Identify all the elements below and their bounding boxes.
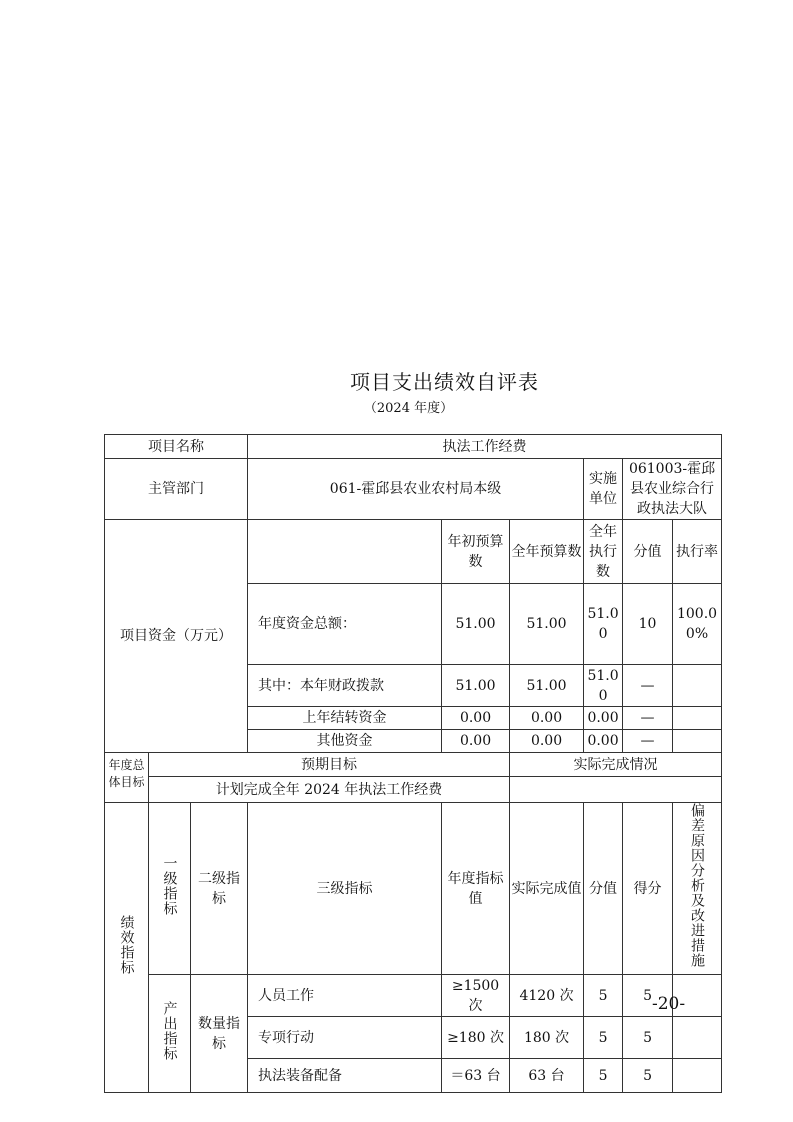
- level1-header-text: 一级指标: [161, 855, 178, 916]
- level1-value: [149, 975, 191, 1093]
- funds-row-exec-rate: 100.00%: [673, 584, 722, 665]
- level1-header: [149, 803, 191, 975]
- funds-row-exec-rate: [673, 730, 722, 753]
- target-header: 年度指标值: [442, 803, 510, 975]
- funds-header-initial: 年初预算数: [442, 520, 510, 584]
- indicator-target: ≥180 次: [442, 1017, 510, 1059]
- funds-row-initial: 51.00: [442, 665, 510, 707]
- funds-row-executed: 51.00: [584, 665, 623, 707]
- funds-row-label: 年度资金总额：: [248, 584, 442, 665]
- indicator-target: ＝63 台: [442, 1059, 510, 1093]
- funds-row-annual: 51.00: [510, 665, 584, 707]
- funds-row-executed: 51.00: [584, 584, 623, 665]
- expected-goal-value: 计划完成全年 2024 年执法工作经费: [149, 777, 510, 803]
- indicator-side-label: [105, 803, 149, 1093]
- indicator-name: 执法装备配备: [248, 1059, 442, 1093]
- level2-value: 数量指标: [191, 975, 248, 1093]
- implementing-unit-value: 061003-霍邱县农业综合行政执法大队: [623, 459, 722, 520]
- level2-header: 二级指标: [191, 803, 248, 975]
- funds-row-score-value: —: [623, 730, 673, 753]
- funds-header-annual: 全年预算数: [510, 520, 584, 584]
- indicator-target: ≥1500 次: [442, 975, 510, 1017]
- funds-row-score-value: —: [623, 665, 673, 707]
- performance-evaluation-table: [104, 434, 722, 1093]
- funds-header-executed: 全年执行数: [584, 520, 623, 584]
- funds-row-label: 其中：本年财政拨款: [248, 665, 442, 707]
- funds-header-exec-rate: 执行率: [673, 520, 722, 584]
- actual-header: 实际完成值: [510, 803, 584, 975]
- indicator-score-value: 5: [584, 1059, 623, 1093]
- funds-row-label: 上年结转资金: [248, 707, 442, 730]
- annual-goal-side-label: 年度总体目标: [105, 753, 149, 803]
- funds-row-exec-rate: [673, 665, 722, 707]
- funds-row-executed: 0.00: [584, 730, 623, 753]
- page-number: -20-: [652, 994, 686, 1014]
- funds-row-initial: 0.00: [442, 707, 510, 730]
- project-name-value: 执法工作经费: [248, 435, 722, 459]
- funds-header-blank: [248, 520, 442, 584]
- funds-row-annual: 51.00: [510, 584, 584, 665]
- funds-row-annual: 0.00: [510, 707, 584, 730]
- level1-value-text: 产出指标: [161, 1000, 178, 1061]
- indicator-score: 5: [623, 975, 673, 1017]
- indicator-score: 5: [623, 1017, 673, 1059]
- funds-row-annual: 0.00: [510, 730, 584, 753]
- indicator-side-label-text: 绩效指标: [118, 914, 135, 975]
- indicator-score-value: 5: [584, 1017, 623, 1059]
- deviation-header: [673, 803, 722, 975]
- indicator-actual: 63 台: [510, 1059, 584, 1093]
- expected-goal-header: 预期目标: [149, 753, 510, 777]
- funds-row-score-value: 10: [623, 584, 673, 665]
- indicator-score: 5: [623, 1059, 673, 1093]
- funds-row-executed: 0.00: [584, 707, 623, 730]
- deviation-header-text: 偏差原因分析及改进措施: [689, 803, 706, 968]
- actual-completion-header: 实际完成情况: [510, 753, 722, 777]
- funds-row-initial: 0.00: [442, 730, 510, 753]
- form-title: 项目支出绩效自评表: [350, 370, 539, 394]
- indicator-deviation: [673, 1059, 722, 1093]
- indicator-actual: 4120 次: [510, 975, 584, 1017]
- score-value-header: 分值: [584, 803, 623, 975]
- project-name-label: 项目名称: [105, 435, 248, 459]
- funds-row-exec-rate: [673, 707, 722, 730]
- actual-completion-value: [510, 777, 722, 803]
- funds-row-label: 其他资金: [248, 730, 442, 753]
- indicator-score-value: 5: [584, 975, 623, 1017]
- funds-label: 项目资金（万元）: [105, 520, 248, 753]
- form-year: （2024 年度）: [363, 401, 454, 416]
- indicator-deviation: [673, 1017, 722, 1059]
- implementing-unit-label: 实施单位: [584, 459, 623, 520]
- funds-row-score-value: —: [623, 707, 673, 730]
- funds-header-score-value: 分值: [623, 520, 673, 584]
- level3-header: 三级指标: [248, 803, 442, 975]
- indicator-actual: 180 次: [510, 1017, 584, 1059]
- department-value: 061-霍邱县农业农村局本级: [248, 459, 584, 520]
- indicator-name: 专项行动: [248, 1017, 442, 1059]
- department-label: 主管部门: [105, 459, 248, 520]
- funds-row-initial: 51.00: [442, 584, 510, 665]
- indicator-name: 人员工作: [248, 975, 442, 1017]
- score-header: 得分: [623, 803, 673, 975]
